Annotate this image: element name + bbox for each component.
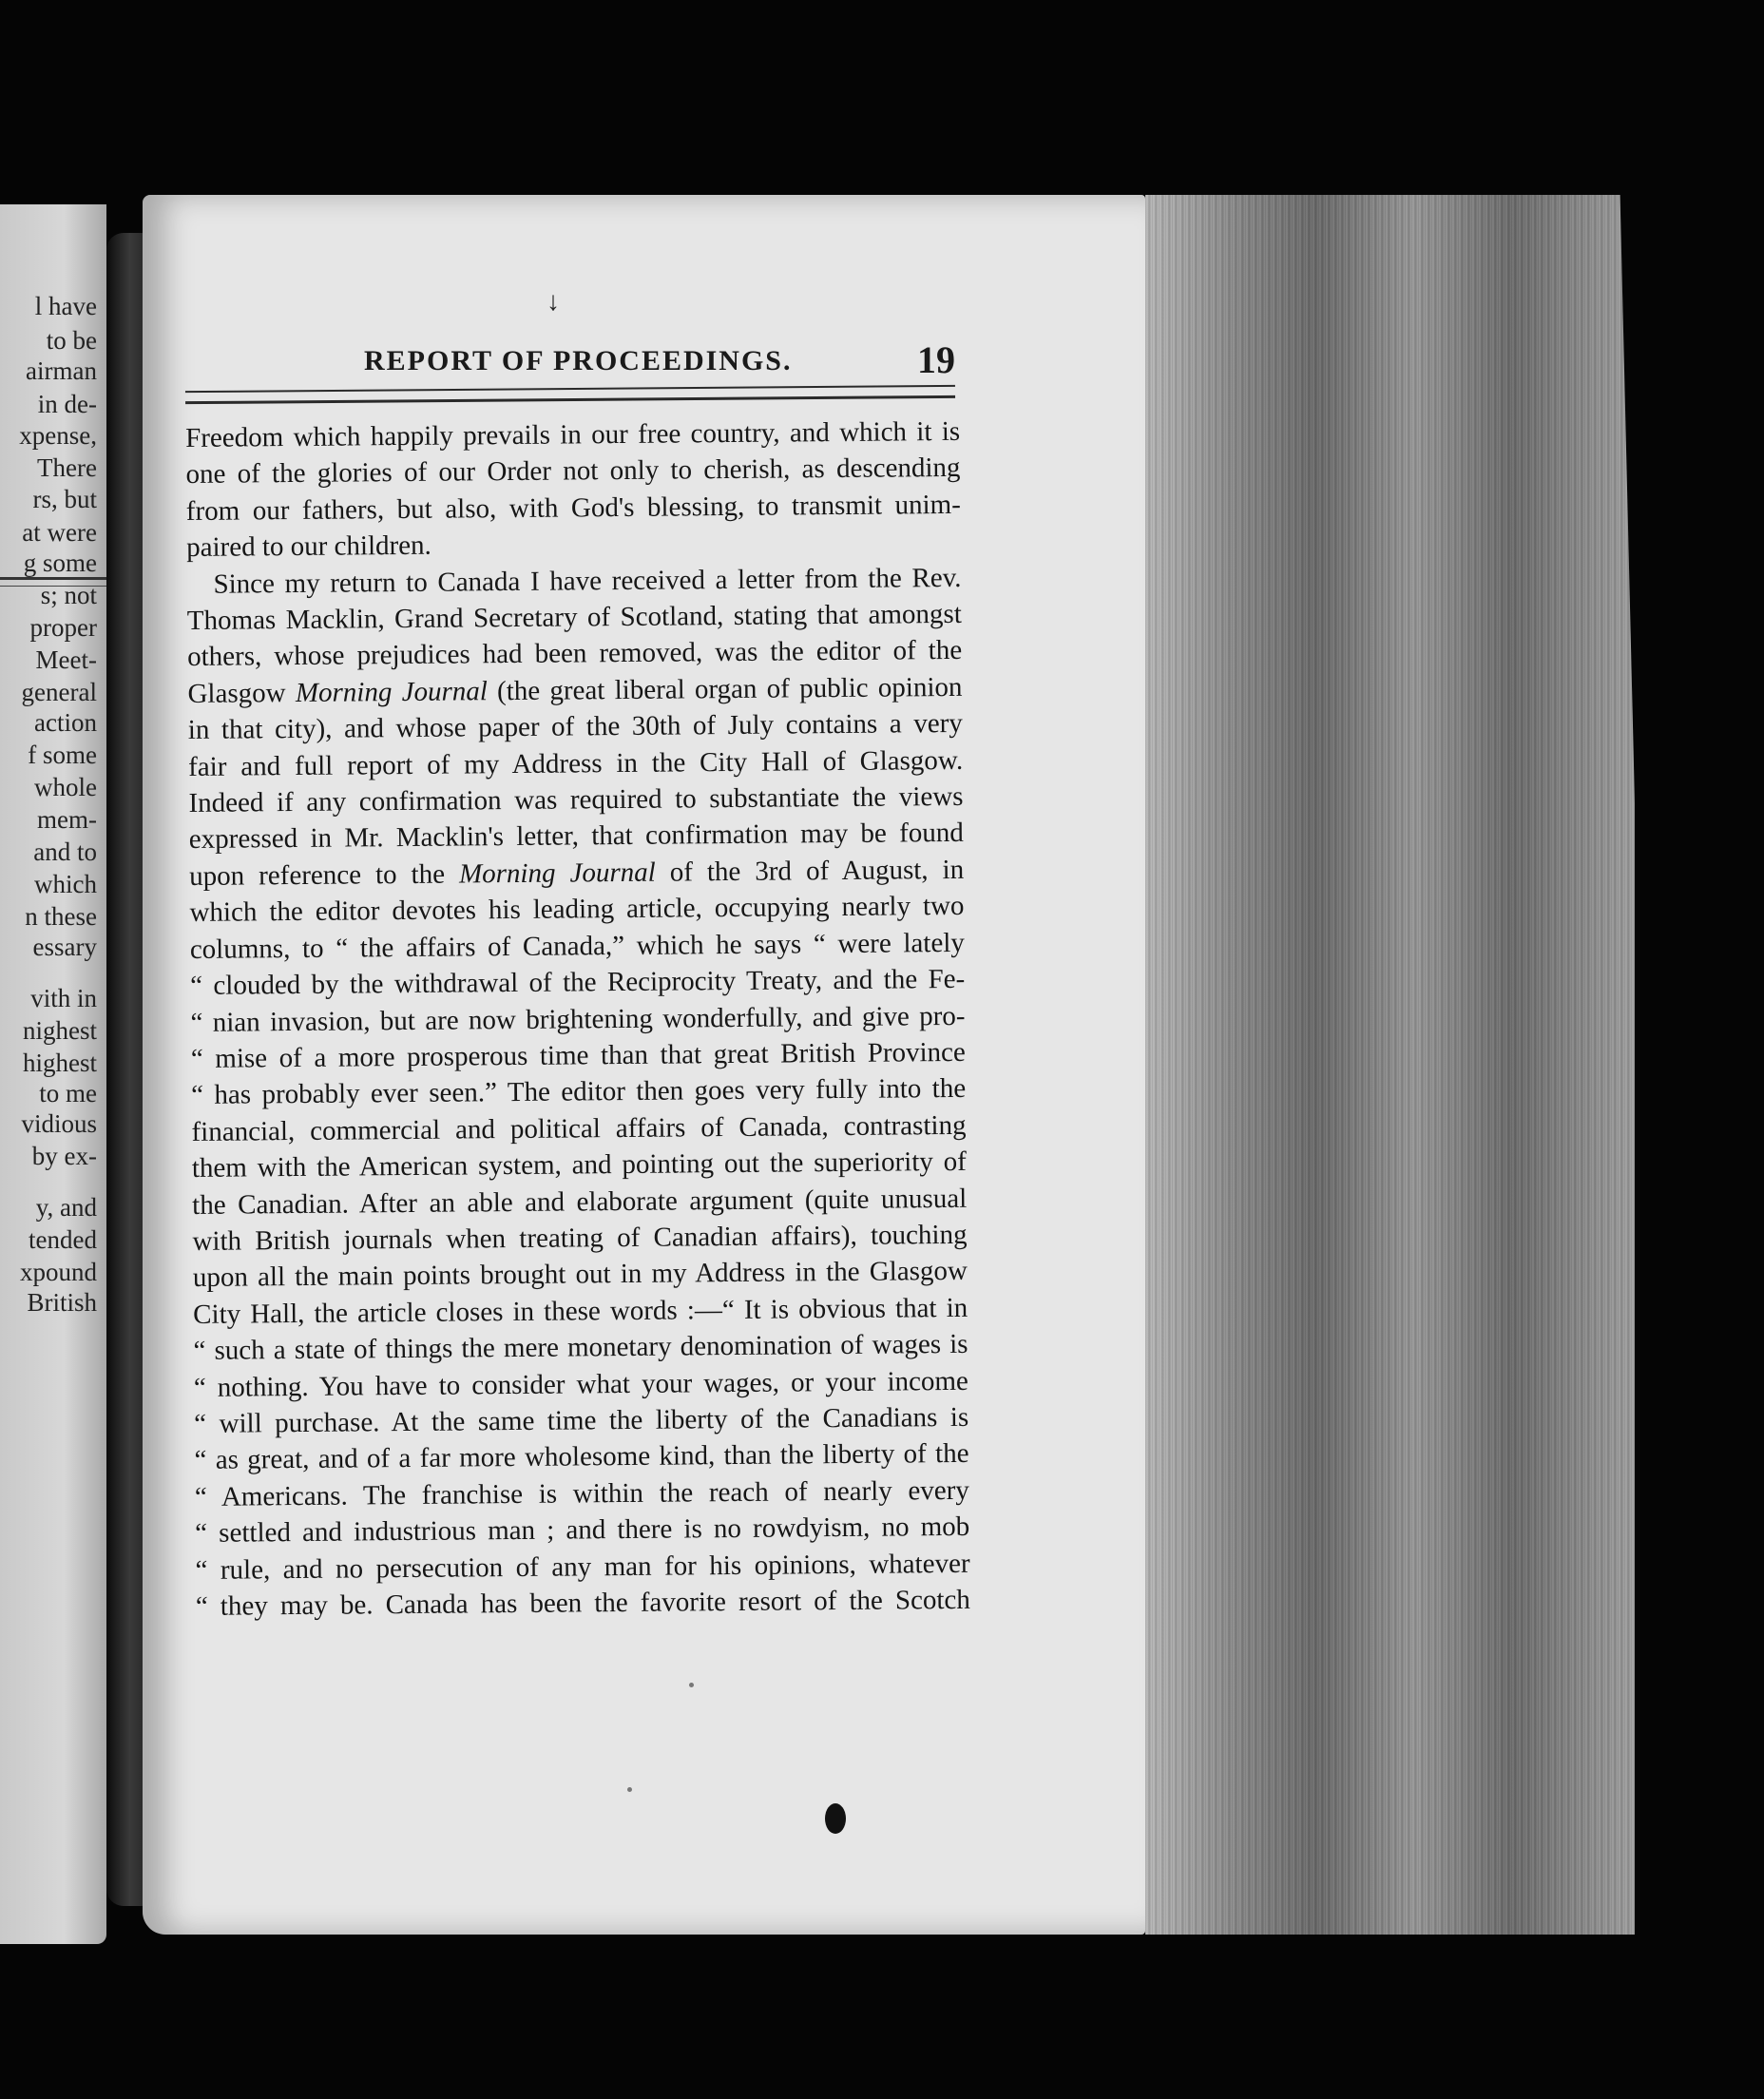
left-page-line: proper (29, 613, 97, 642)
text-line: “ rule, and no persecution of any man for his opinions, whatever (195, 1548, 970, 1586)
page-number: 19 (917, 338, 955, 381)
text-line: “ Americans. The franchise is within the reach of nearly every (194, 1474, 969, 1512)
text-line: from our fathers, but also, with God's blessing, to transmit unim- (185, 489, 961, 527)
left-page-line: tended (29, 1225, 97, 1254)
left-page-line: f some (28, 741, 97, 769)
text-line: “ mise of a more prosperous time than that great British Province (190, 1036, 966, 1074)
text-line: paired to our children. (186, 530, 431, 564)
text-line: one of the glories of our Order not only to cherish, as descending (185, 453, 961, 491)
left-page-line: y, and (35, 1193, 97, 1222)
left-page-line: action (34, 708, 97, 737)
running-head: REPORT OF PROCEEDINGS. (364, 345, 793, 376)
left-page-line: mem- (37, 805, 97, 834)
text-line: the Canadian. After an able and elaborate argument (quite unusual (192, 1183, 968, 1221)
text-line: financial, commercial and political affairs of Canada, contrasting (191, 1109, 967, 1147)
left-page-line: to me (39, 1079, 97, 1107)
left-page-line: British (27, 1288, 97, 1317)
left-page-line: xpense, (19, 421, 97, 450)
text-segment: (the great liberal organ of public opinion (487, 671, 963, 707)
book-page (143, 195, 1145, 1935)
text-line: “ such a state of things the mere monetary denomination of wages is (193, 1329, 968, 1367)
left-page-line: and to (33, 838, 97, 866)
text-line: “ as great, and of a far more wholesome kind, than the liberty of the (194, 1438, 969, 1476)
text-line: in that city), and whose paper of the 30th of July contains a very (187, 708, 963, 746)
text-line: Thomas Macklin, Grand Secretary of Scotland, stating that amongst (186, 598, 962, 637)
page-marker: ↓ (546, 287, 560, 317)
left-page-line: which (34, 870, 97, 898)
left-page-line: whole (34, 773, 97, 801)
text-line: others, whose prejudices had been removed, was the editor of the (187, 635, 963, 673)
text-segment: upon reference to the (189, 858, 460, 892)
text-line: columns, to “ the affairs of Canada,” which he says “ were lately (189, 927, 965, 965)
text-line: City Hall, the article closes in these words :—“ It is obvious that in (193, 1292, 968, 1330)
italic-title: Morning Journal (295, 676, 488, 708)
left-page-line: airman (26, 356, 97, 385)
left-page-line: Meet- (35, 645, 97, 674)
left-page-line: There (37, 453, 97, 482)
ink-blot (825, 1803, 846, 1834)
left-page-line: nighest (23, 1016, 97, 1045)
left-page-line: xpound (20, 1258, 97, 1286)
left-page-line: vidious (21, 1109, 97, 1138)
page-header (143, 195, 1145, 404)
left-page-line: n these (25, 902, 97, 931)
left-page-line: s; not (40, 581, 97, 609)
text-line: “ nothing. You have to consider what your wages, or your income (193, 1365, 968, 1403)
left-page-line: rs, but (32, 485, 97, 513)
text-line: Since my return to Canada I have received a letter from the Rev. (213, 562, 962, 600)
left-page-line: l have (34, 292, 97, 320)
text-segment: of the 3rd of August, in (655, 854, 965, 888)
text-line: “ nian invasion, but are now brightening wonderfully, and give pro- (190, 1000, 966, 1038)
text-line: “ they may be. Canada has been the favorite resort of the Scotch (195, 1584, 970, 1622)
left-page-line: at were (22, 518, 97, 547)
text-line: Freedom which happily prevails in our free country, and which it is (185, 415, 961, 453)
header-rule (185, 385, 955, 404)
left-page-line: to be (46, 326, 97, 355)
text-line: “ has probably ever seen.” The editor then goes very fully into the (191, 1073, 967, 1111)
left-facing-page (0, 204, 106, 1944)
text-line: “ settled and industrious man ; and there is no rowdyism, no mob (195, 1512, 970, 1550)
book-fore-edge (1145, 195, 1635, 1935)
left-page-line: g some (23, 549, 97, 577)
text-line: which the editor devotes his leading article, occupying nearly two (189, 891, 965, 929)
left-page-line: essary (32, 933, 97, 961)
left-page-line: general (21, 678, 97, 706)
left-page-line: highest (23, 1049, 97, 1077)
left-page-line: in de- (37, 390, 97, 418)
text-line: expressed in Mr. Macklin's letter, that confirmation may be found (188, 818, 964, 856)
speck (627, 1787, 632, 1792)
text-line: upon all the main points brought out in my Address in the Glasgow (192, 1256, 968, 1294)
speck (689, 1683, 694, 1687)
text-segment: Glasgow (187, 677, 297, 709)
left-page-line: vith in (30, 984, 97, 1012)
left-page-line: by ex- (31, 1142, 97, 1170)
text-line: fair and full report of my Address in the City Hall of Glasgow. (188, 744, 964, 782)
text-line: Indeed if any confirmation was required to substantiate the views (188, 780, 964, 819)
text-line: “ clouded by the withdrawal of the Reciprocity Treaty, and the Fe- (190, 963, 966, 1002)
text-line: with British journals when treating of Canadian affairs), touching (192, 1219, 968, 1257)
text-line: “ will purchase. At the same time the liberty of the Canadians is (194, 1401, 969, 1439)
italic-title: Morning Journal (458, 857, 656, 890)
body-text (185, 414, 970, 1625)
text-line: them with the American system, and pointing out the superiority of (191, 1146, 967, 1184)
